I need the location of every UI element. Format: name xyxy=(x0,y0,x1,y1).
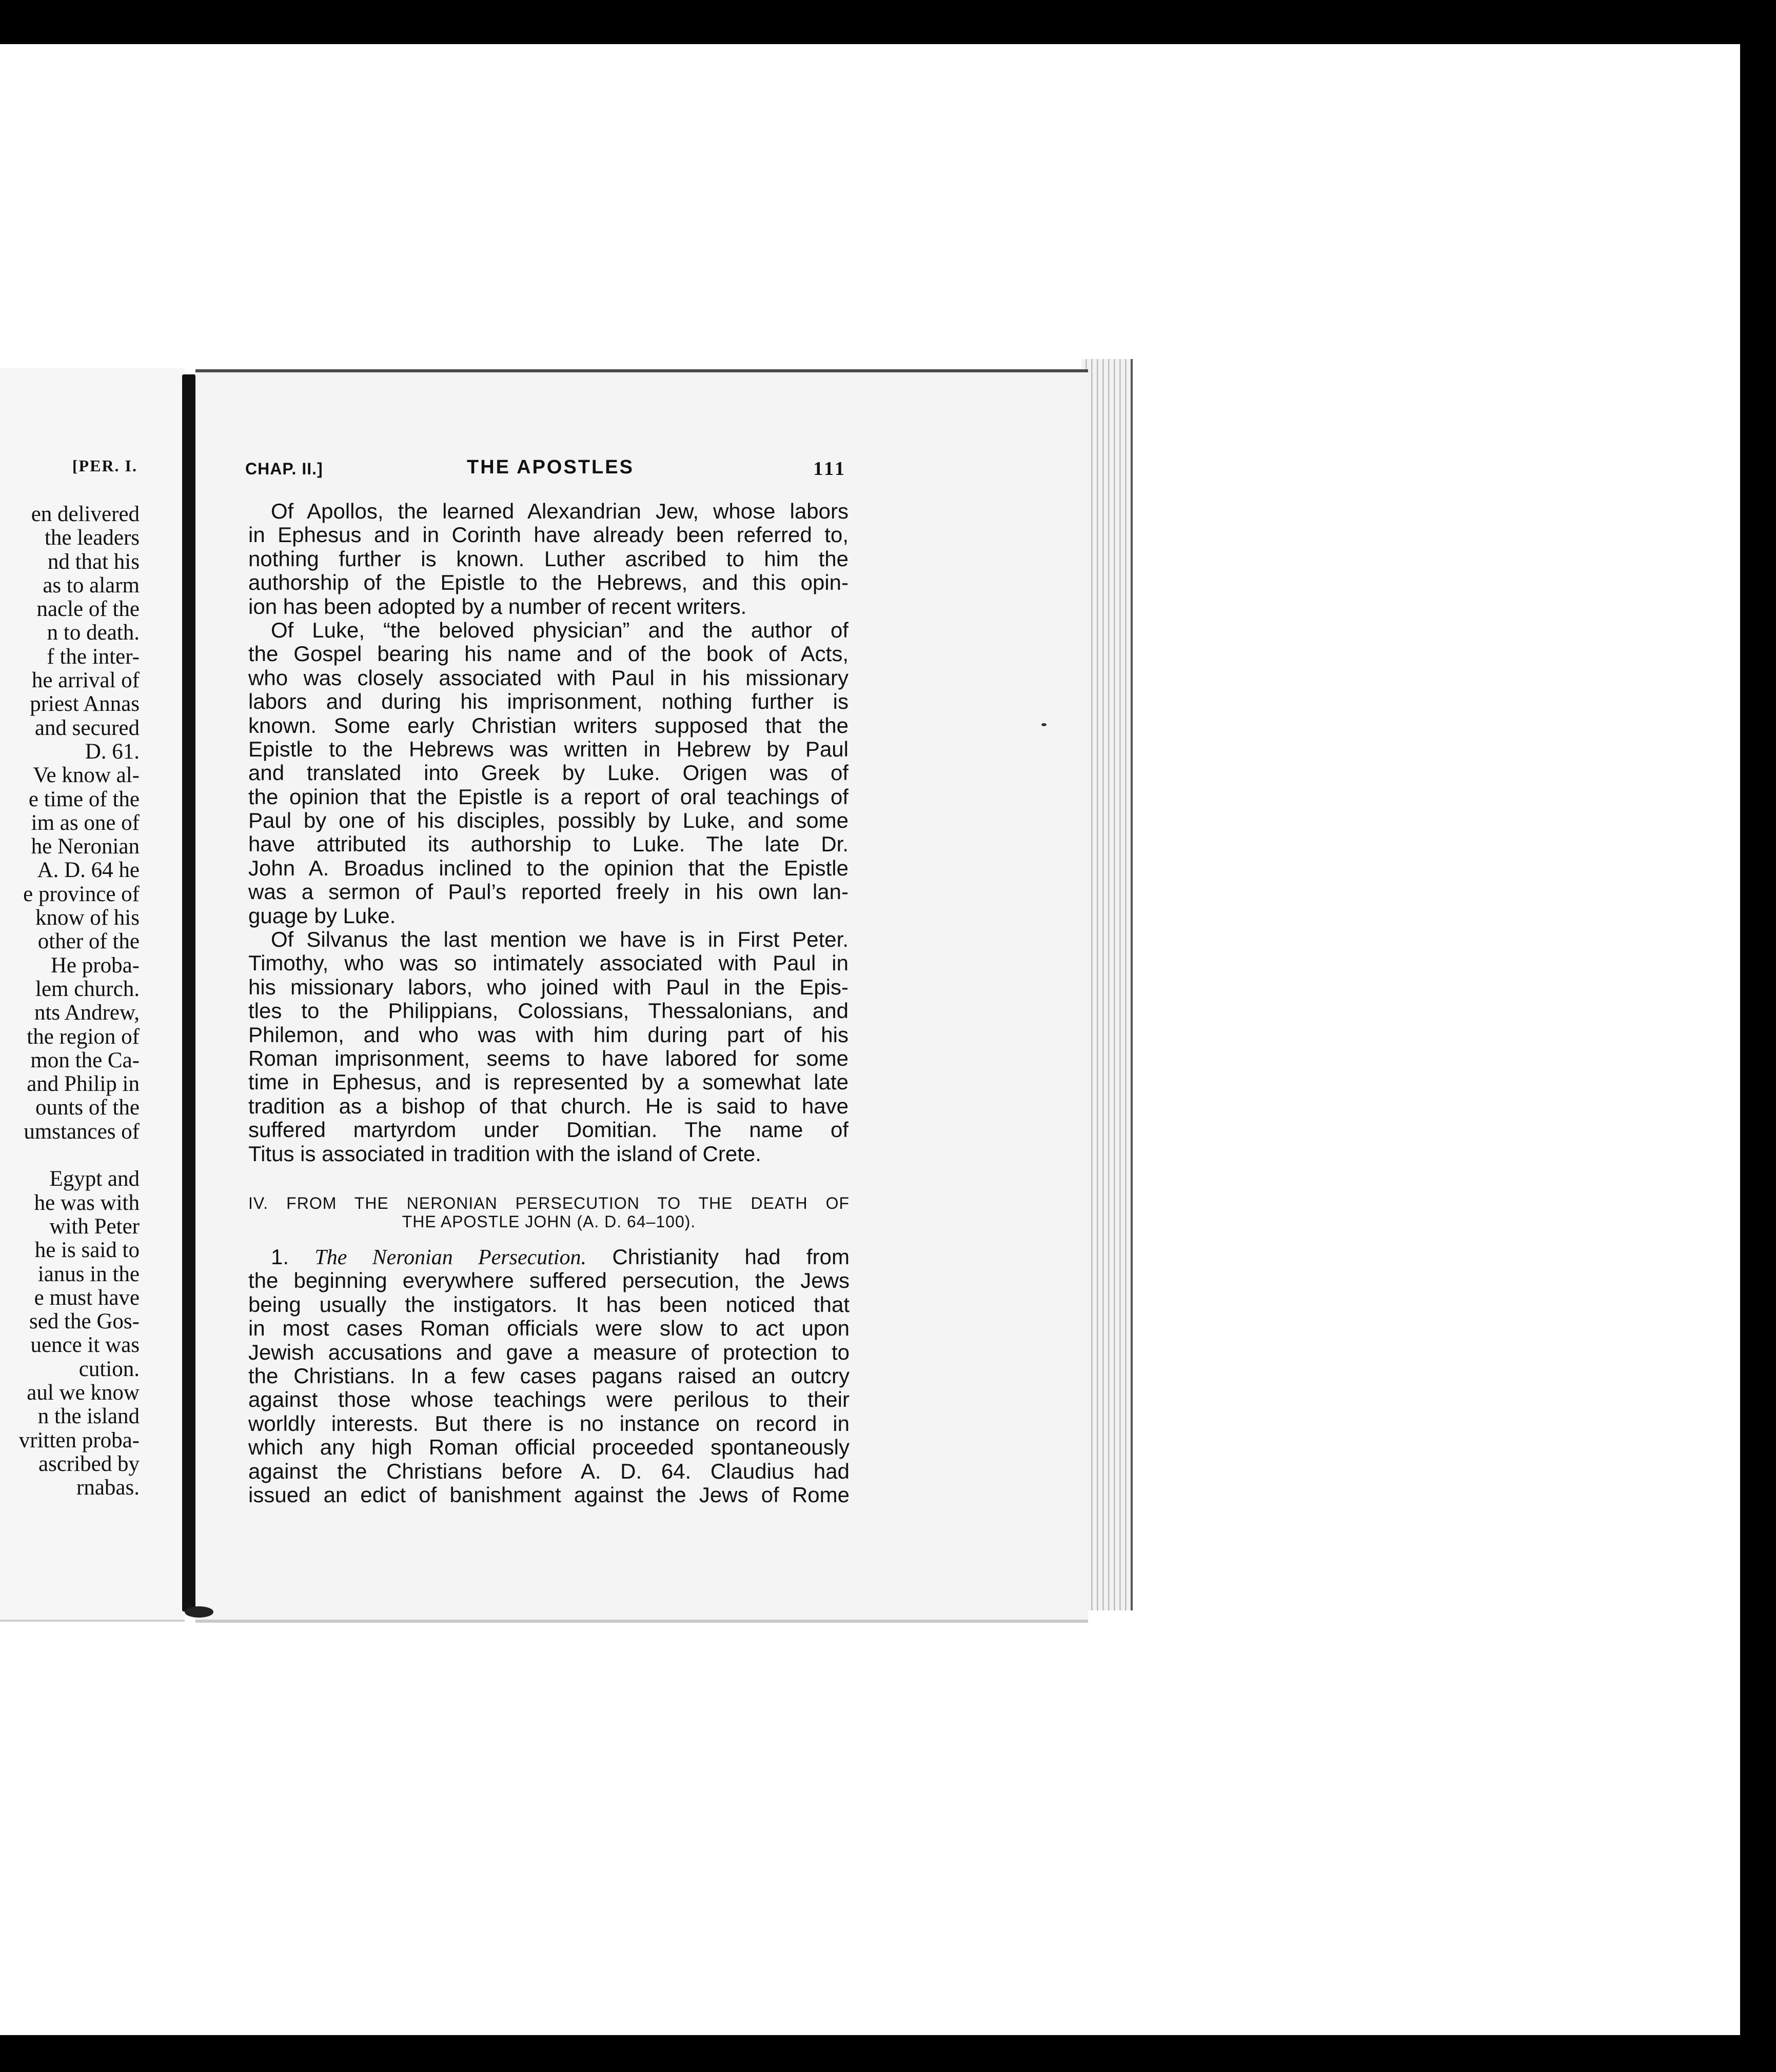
text-line: ion has been adopted by a number of recent writers. xyxy=(248,594,747,619)
left-page-line: nd that his xyxy=(47,549,140,574)
left-page-line: nacle of the xyxy=(36,597,140,622)
section-heading-line-1: IV. FROM THE NERONIAN PERSECUTION TO THE DEATH OF xyxy=(248,1194,850,1212)
left-page-line: he arrival of xyxy=(31,668,140,693)
left-page xyxy=(0,368,185,1622)
left-page-line: n to death. xyxy=(47,621,140,645)
text-line: being usually the instigators. It has been noticed that xyxy=(248,1292,850,1317)
left-page-line: cution. xyxy=(78,1357,140,1381)
text-line: in most cases Roman officials were slow to act upon xyxy=(248,1317,850,1341)
left-page-line: Ve know al- xyxy=(33,763,140,788)
text-line: Of Apollos, the learned Alexandrian Jew, whose labors xyxy=(271,500,848,523)
text-line: Roman imprisonment, seems to have labored for some xyxy=(248,1046,848,1070)
page-title: THE APOSTLES xyxy=(467,456,634,478)
left-page-line: he Neronian xyxy=(31,834,140,859)
text-line: worldly interests. But there is no instance on record in xyxy=(248,1411,850,1436)
left-page-line: D. 61. xyxy=(85,739,140,764)
left-page-line: with Peter xyxy=(49,1214,140,1239)
subsection-first-line xyxy=(248,1245,850,1269)
text-line: have attributed its authorship to Luke. The late Dr. xyxy=(248,832,848,856)
scan-border-right xyxy=(1740,31,1776,2046)
left-page-line: e time of the xyxy=(28,787,140,811)
left-page-line: aul we know xyxy=(27,1380,140,1405)
text-line: Timothy, who was so intimately associated with Paul in xyxy=(248,951,848,975)
text-line: the Gospel bearing his name and of the book of Acts, xyxy=(248,642,848,666)
left-page-line: e province of xyxy=(23,882,140,906)
left-page-line: and Philip in xyxy=(27,1072,140,1097)
text-line: against those whose teachings were perilous to their xyxy=(248,1388,850,1412)
text-line: who was closely associated with Paul in his missionary xyxy=(248,666,848,690)
left-page-line: the region of xyxy=(27,1024,140,1049)
subsection-text xyxy=(248,1245,850,1507)
subsection-number: 1. xyxy=(271,1245,289,1269)
left-page-line: ascribed by xyxy=(38,1451,140,1476)
left-page-line: Egypt and xyxy=(49,1167,140,1191)
text-line: guage by Luke. xyxy=(248,904,396,928)
text-line: suffered martyrdom under Domitian. The name of xyxy=(248,1118,848,1142)
text-line: labors and during his imprisonment, nothing further is xyxy=(248,690,848,714)
left-page-line: f the inter- xyxy=(47,644,140,669)
left-page-line: he is said to xyxy=(34,1238,140,1263)
left-page-line: other of the xyxy=(37,929,140,954)
text-line: which any high Roman official proceeded spontaneously xyxy=(248,1436,850,1460)
left-page-line: vritten proba- xyxy=(18,1428,140,1452)
main-text xyxy=(248,500,848,1166)
scan-border-top xyxy=(0,0,1776,44)
text-line: Epistle to the Hebrews was written in Hebrew by Paul xyxy=(248,737,848,761)
scan-speck xyxy=(1041,723,1047,726)
running-head xyxy=(245,456,846,482)
section-heading xyxy=(248,1194,850,1231)
text-line: Titus is associated in tradition with the island of Crete. xyxy=(248,1142,761,1166)
left-page-line: priest Annas xyxy=(30,692,140,716)
text-line: issued an edict of banishment against the Jews of Rome xyxy=(248,1483,850,1507)
left-page-text xyxy=(0,503,140,1500)
text-line: Philemon, and who was with him during part of his xyxy=(248,1023,848,1047)
left-page-line: e must have xyxy=(34,1285,140,1310)
left-page-line: and secured xyxy=(34,715,140,740)
text-line: known. Some early Christian writers supposed that the xyxy=(248,713,848,738)
left-page-line: nts Andrew, xyxy=(34,1001,140,1025)
text-line: John A. Broadus inclined to the opinion that the Epistle xyxy=(248,856,848,880)
text-line: time in Ephesus, and is represented by a somewhat late xyxy=(248,1070,848,1094)
text-line: the opinion that the Epistle is a report of oral teachings of xyxy=(248,785,848,809)
left-page-line: know of his xyxy=(35,906,140,930)
left-page-line: uence it was xyxy=(30,1333,140,1358)
text-line: Jewish accusations and gave a measure of protection to xyxy=(248,1340,850,1364)
gutter-shadow xyxy=(185,1606,213,1618)
left-page-line: He proba- xyxy=(50,953,140,978)
text-line: against the Christians before A. D. 64. Claudius had xyxy=(248,1459,850,1483)
text-line: and translated into Greek by Luke. Origen was of xyxy=(248,761,848,785)
text-line: Of Luke, “the beloved physician” and the author of xyxy=(271,618,848,642)
subsection-title: The Neronian Persecution. xyxy=(314,1246,587,1269)
left-page-line: he was with xyxy=(34,1190,140,1215)
left-page-header: [PER. I. xyxy=(72,456,137,475)
text-line: in Ephesus and in Corinth have already been referred to, xyxy=(248,523,848,547)
chapter-label: CHAP. II.] xyxy=(245,460,323,478)
text-line: tradition as a bishop of that church. He is said to have xyxy=(248,1094,848,1118)
text-line: was a sermon of Paul’s reported freely in his own lan- xyxy=(248,880,848,904)
left-page-line xyxy=(0,1144,140,1167)
left-page-line: n the island xyxy=(37,1404,140,1429)
left-page-line: sed the Gos- xyxy=(29,1309,140,1334)
page-edges xyxy=(1081,359,1133,1610)
left-page-line: the leaders xyxy=(44,526,140,550)
text-line: the Christians. In a few cases pagans raised an outcry xyxy=(248,1364,850,1388)
subsection-first-line-rest: Christianity had from xyxy=(612,1245,850,1269)
left-page-line: as to alarm xyxy=(43,573,140,597)
text-line: nothing further is known. Luther ascribed to him the xyxy=(248,547,848,571)
left-page-line: mon the Ca- xyxy=(30,1048,140,1072)
left-page-line: ianus in the xyxy=(37,1262,140,1286)
page-number: 111 xyxy=(813,458,846,480)
section-heading-line-2: THE APOSTLE JOHN (A. D. 64–100). xyxy=(402,1212,696,1231)
left-page-line: en delivered xyxy=(31,502,140,526)
text-line: his missionary labors, who joined with Paul in the Epis- xyxy=(248,975,848,999)
left-page-line: rnabas. xyxy=(76,1476,140,1500)
text-line: tles to the Philippians, Colossians, Thessalonians, and xyxy=(248,999,848,1023)
left-page-line: im as one of xyxy=(31,810,140,835)
left-page-line: ounts of the xyxy=(35,1095,140,1120)
book-gutter xyxy=(182,374,195,1611)
text-line: authorship of the Epistle to the Hebrews, and this opin- xyxy=(248,571,848,595)
text-line: Paul by one of his disciples, possibly by Luke, and some xyxy=(248,809,848,833)
left-page-line: A. D. 64 he xyxy=(37,858,140,883)
left-page-line: umstances of xyxy=(24,1119,140,1144)
scan-border-bottom xyxy=(0,2035,1776,2072)
left-page-line: lem church. xyxy=(35,977,140,1001)
text-line: Of Silvanus the last mention we have is in First Peter. xyxy=(271,928,848,952)
text-line: the beginning everywhere suffered persecution, the Jews xyxy=(248,1269,850,1293)
